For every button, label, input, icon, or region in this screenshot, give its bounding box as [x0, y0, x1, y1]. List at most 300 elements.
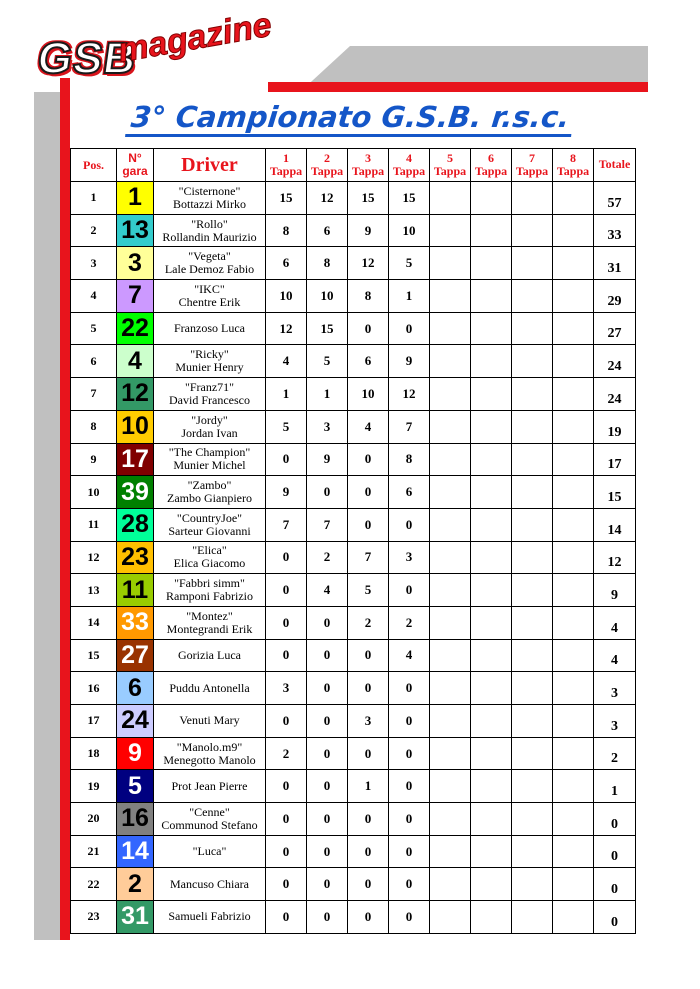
stage-label: Tappa — [433, 164, 467, 178]
cell-stage-1-points: 5 — [266, 410, 307, 443]
cell-stage-8-points — [553, 737, 594, 770]
driver-nickname: "Zambo" — [187, 478, 232, 493]
cell-driver — [154, 606, 266, 639]
cell-stage-2-points: 0 — [307, 737, 348, 770]
cell-position: 22 — [71, 868, 117, 901]
cell-stage-4-points: 0 — [389, 901, 430, 934]
driver-nickname: "Manolo.m9" — [176, 739, 243, 754]
cell-position: 20 — [71, 803, 117, 836]
cell-stage-3-points: 10 — [348, 378, 389, 411]
cell-stage-4-points: 3 — [389, 541, 430, 574]
cell-stage-6-points — [471, 639, 512, 672]
cell-stage-8-points — [553, 835, 594, 868]
cell-stage-8-points — [553, 541, 594, 574]
cell-race-number: 2 — [117, 868, 154, 901]
table-row — [71, 345, 636, 378]
cell-position: 1 — [71, 182, 117, 215]
driver-name: Munier Henry — [175, 360, 244, 375]
table-row — [71, 182, 636, 215]
cell-stage-3-points: 0 — [348, 672, 389, 705]
cell-stage-3-points: 0 — [348, 803, 389, 836]
cell-driver — [154, 835, 266, 868]
cell-total: 0 — [594, 901, 636, 934]
cell-stage-2-points: 0 — [307, 476, 348, 509]
cell-race-number: 4 — [117, 345, 154, 378]
cell-stage-7-points — [512, 476, 553, 509]
stage-label: Tappa — [474, 164, 508, 178]
cell-stage-6-points — [471, 280, 512, 313]
cell-stage-8-points — [553, 410, 594, 443]
driver-name: Samueli Fabrizio — [168, 909, 251, 924]
cell-stage-4-points: 12 — [389, 378, 430, 411]
cell-stage-5-points — [430, 606, 471, 639]
cell-stage-7-points — [512, 378, 553, 411]
cell-stage-3-points: 7 — [348, 541, 389, 574]
stage-label: Tappa — [269, 164, 303, 178]
cell-race-number: 23 — [117, 541, 154, 574]
header-stage-8 — [553, 149, 594, 182]
cell-stage-5-points — [430, 835, 471, 868]
cell-stage-7-points — [512, 901, 553, 934]
cell-race-number: 6 — [117, 672, 154, 705]
cell-stage-3-points: 2 — [348, 606, 389, 639]
table-row — [71, 901, 636, 934]
driver-name: Munier Michel — [173, 458, 246, 473]
gsb-magazine-logo — [30, 5, 330, 98]
cell-stage-6-points — [471, 312, 512, 345]
cell-stage-6-points — [471, 574, 512, 607]
cell-race-number: 12 — [117, 378, 154, 411]
cell-position: 10 — [71, 476, 117, 509]
cell-race-number: 39 — [117, 476, 154, 509]
cell-total: 17 — [594, 443, 636, 476]
table-row — [71, 476, 636, 509]
stage-number: 4 — [406, 151, 412, 165]
header-num-line2: gara — [122, 164, 148, 178]
cell-stage-4-points: 10 — [389, 214, 430, 247]
driver-name: Chentre Erik — [178, 294, 241, 309]
cell-driver — [154, 541, 266, 574]
table-row — [71, 378, 636, 411]
cell-stage-8-points — [553, 378, 594, 411]
cell-stage-6-points — [471, 901, 512, 934]
cell-stage-5-points — [430, 672, 471, 705]
cell-position: 6 — [71, 345, 117, 378]
header-row — [71, 149, 636, 182]
table-row — [71, 705, 636, 738]
cell-stage-2-points: 0 — [307, 803, 348, 836]
cell-total: 31 — [594, 247, 636, 280]
cell-stage-6-points — [471, 803, 512, 836]
cell-stage-3-points: 9 — [348, 214, 389, 247]
cell-race-number: 33 — [117, 606, 154, 639]
cell-stage-5-points — [430, 410, 471, 443]
cell-stage-4-points: 8 — [389, 443, 430, 476]
cell-stage-2-points: 8 — [307, 247, 348, 280]
cell-total: 29 — [594, 280, 636, 313]
cell-total: 4 — [594, 639, 636, 672]
driver-name: Elica Giacomo — [173, 556, 246, 571]
driver-name: Zambo Gianpiero — [167, 491, 252, 506]
driver-name: Menegotto Manolo — [163, 752, 256, 767]
cell-stage-2-points: 0 — [307, 770, 348, 803]
driver-nickname: "Vegeta" — [188, 249, 231, 264]
cell-driver — [154, 737, 266, 770]
cell-stage-7-points — [512, 508, 553, 541]
cell-driver — [154, 345, 266, 378]
cell-total: 24 — [594, 345, 636, 378]
cell-stage-3-points: 0 — [348, 737, 389, 770]
driver-name: Ramponi Fabrizio — [166, 589, 253, 604]
cell-stage-6-points — [471, 705, 512, 738]
cell-stage-3-points: 0 — [348, 312, 389, 345]
cell-stage-1-points: 0 — [266, 901, 307, 934]
driver-nickname: "Fabbri simm" — [174, 576, 245, 591]
table-row — [71, 835, 636, 868]
driver-name: Rollandin Maurizio — [162, 229, 257, 244]
cell-position: 7 — [71, 378, 117, 411]
cell-stage-4-points: 0 — [389, 574, 430, 607]
cell-stage-7-points — [512, 639, 553, 672]
cell-stage-2-points: 5 — [307, 345, 348, 378]
cell-total: 3 — [594, 672, 636, 705]
cell-stage-6-points — [471, 247, 512, 280]
cell-stage-1-points: 12 — [266, 312, 307, 345]
cell-race-number: 3 — [117, 247, 154, 280]
cell-stage-7-points — [512, 770, 553, 803]
cell-position: 18 — [71, 737, 117, 770]
cell-stage-1-points: 15 — [266, 182, 307, 215]
driver-name: "Luca" — [192, 844, 227, 859]
cell-stage-6-points — [471, 508, 512, 541]
cell-stage-1-points: 1 — [266, 378, 307, 411]
cell-stage-7-points — [512, 672, 553, 705]
cell-race-number: 11 — [117, 574, 154, 607]
driver-name: Communod Stefano — [161, 817, 258, 832]
cell-position: 16 — [71, 672, 117, 705]
page-title — [0, 100, 700, 137]
cell-race-number: 9 — [117, 737, 154, 770]
cell-race-number: 24 — [117, 705, 154, 738]
table-row — [71, 737, 636, 770]
cell-position: 15 — [71, 639, 117, 672]
driver-nickname: "Ricky" — [190, 347, 229, 362]
cell-stage-1-points: 8 — [266, 214, 307, 247]
table-row — [71, 541, 636, 574]
cell-stage-8-points — [553, 312, 594, 345]
cell-stage-2-points: 0 — [307, 868, 348, 901]
cell-stage-4-points: 0 — [389, 672, 430, 705]
cell-stage-7-points — [512, 705, 553, 738]
cell-position: 17 — [71, 705, 117, 738]
stage-label: Tappa — [392, 164, 426, 178]
cell-stage-5-points — [430, 868, 471, 901]
cell-race-number: 10 — [117, 410, 154, 443]
cell-stage-1-points: 0 — [266, 639, 307, 672]
cell-stage-8-points — [553, 182, 594, 215]
cell-stage-2-points: 6 — [307, 214, 348, 247]
cell-driver — [154, 868, 266, 901]
header-total: Totale — [594, 149, 636, 182]
driver-name: Montegrandi Erik — [166, 621, 253, 636]
cell-position: 4 — [71, 280, 117, 313]
cell-stage-8-points — [553, 705, 594, 738]
cell-stage-2-points: 7 — [307, 508, 348, 541]
cell-position: 2 — [71, 214, 117, 247]
table-row — [71, 247, 636, 280]
cell-race-number: 31 — [117, 901, 154, 934]
cell-stage-6-points — [471, 345, 512, 378]
stage-label: Tappa — [351, 164, 385, 178]
cell-stage-8-points — [553, 476, 594, 509]
cell-stage-6-points — [471, 443, 512, 476]
cell-stage-6-points — [471, 606, 512, 639]
cell-total: 9 — [594, 574, 636, 607]
cell-stage-7-points — [512, 214, 553, 247]
cell-stage-5-points — [430, 345, 471, 378]
driver-name: Bottazzi Mirko — [173, 196, 246, 211]
cell-stage-2-points: 0 — [307, 705, 348, 738]
cell-stage-4-points: 15 — [389, 182, 430, 215]
table-row — [71, 770, 636, 803]
cell-stage-4-points: 0 — [389, 312, 430, 345]
cell-stage-6-points — [471, 868, 512, 901]
cell-stage-5-points — [430, 182, 471, 215]
cell-stage-1-points: 0 — [266, 835, 307, 868]
cell-position: 9 — [71, 443, 117, 476]
driver-nickname: "CountryJoe" — [176, 510, 243, 525]
cell-race-number: 17 — [117, 443, 154, 476]
cell-total: 3 — [594, 705, 636, 738]
cell-stage-8-points — [553, 639, 594, 672]
cell-driver — [154, 508, 266, 541]
cell-total: 0 — [594, 803, 636, 836]
cell-stage-2-points: 4 — [307, 574, 348, 607]
cell-stage-4-points: 0 — [389, 835, 430, 868]
cell-stage-4-points: 9 — [389, 345, 430, 378]
cell-position: 8 — [71, 410, 117, 443]
cell-driver — [154, 443, 266, 476]
driver-name: Gorizia Luca — [178, 647, 241, 662]
cell-race-number: 27 — [117, 639, 154, 672]
cell-stage-4-points: 0 — [389, 868, 430, 901]
driver-name: Venuti Mary — [179, 713, 240, 728]
cell-stage-3-points: 0 — [348, 476, 389, 509]
cell-stage-2-points: 9 — [307, 443, 348, 476]
cell-position: 11 — [71, 508, 117, 541]
cell-stage-7-points — [512, 345, 553, 378]
driver-name: Prot Jean Pierre — [171, 778, 248, 793]
cell-total: 19 — [594, 410, 636, 443]
cell-total: 0 — [594, 835, 636, 868]
cell-stage-3-points: 0 — [348, 901, 389, 934]
cell-total: 1 — [594, 770, 636, 803]
table-row — [71, 443, 636, 476]
cell-stage-8-points — [553, 508, 594, 541]
table-row — [71, 606, 636, 639]
standings-body — [71, 182, 636, 934]
cell-driver — [154, 672, 266, 705]
page-title-text: 3° Campionato G.S.B. r.s.c. — [125, 100, 575, 137]
cell-stage-2-points: 3 — [307, 410, 348, 443]
cell-stage-5-points — [430, 476, 471, 509]
cell-driver — [154, 770, 266, 803]
cell-stage-7-points — [512, 312, 553, 345]
cell-stage-2-points: 2 — [307, 541, 348, 574]
cell-race-number: 16 — [117, 803, 154, 836]
cell-stage-2-points: 0 — [307, 901, 348, 934]
cell-stage-3-points: 8 — [348, 280, 389, 313]
driver-name: Mancuso Chiara — [170, 876, 249, 891]
driver-nickname: "Cenne" — [189, 804, 230, 819]
cell-stage-4-points: 2 — [389, 606, 430, 639]
cell-stage-4-points: 0 — [389, 508, 430, 541]
header-driver: Driver — [154, 149, 266, 182]
cell-stage-6-points — [471, 770, 512, 803]
cell-stage-1-points: 0 — [266, 443, 307, 476]
cell-driver — [154, 247, 266, 280]
driver-name: Franzoso Luca — [174, 321, 245, 336]
cell-race-number: 28 — [117, 508, 154, 541]
cell-stage-7-points — [512, 541, 553, 574]
cell-position: 14 — [71, 606, 117, 639]
driver-name: Jordan Ivan — [181, 425, 238, 440]
cell-stage-2-points: 1 — [307, 378, 348, 411]
cell-stage-6-points — [471, 737, 512, 770]
cell-stage-7-points — [512, 182, 553, 215]
cell-position: 12 — [71, 541, 117, 574]
driver-nickname: "IKC" — [194, 281, 225, 296]
cell-stage-3-points: 0 — [348, 835, 389, 868]
cell-driver — [154, 182, 266, 215]
cell-stage-3-points: 0 — [348, 443, 389, 476]
header-num — [117, 149, 154, 182]
cell-stage-7-points — [512, 868, 553, 901]
cell-stage-7-points — [512, 606, 553, 639]
table-row — [71, 280, 636, 313]
cell-stage-4-points: 0 — [389, 803, 430, 836]
cell-driver — [154, 639, 266, 672]
cell-total: 2 — [594, 737, 636, 770]
cell-position: 21 — [71, 835, 117, 868]
cell-total: 0 — [594, 868, 636, 901]
header-stage-2 — [307, 149, 348, 182]
stage-label: Tappa — [515, 164, 549, 178]
cell-stage-8-points — [553, 574, 594, 607]
cell-stage-3-points: 1 — [348, 770, 389, 803]
cell-stage-3-points: 4 — [348, 410, 389, 443]
cell-stage-4-points: 4 — [389, 639, 430, 672]
stage-number: 2 — [324, 151, 330, 165]
driver-name: Sarteur Giovanni — [168, 523, 251, 538]
cell-driver — [154, 476, 266, 509]
cell-stage-4-points: 0 — [389, 770, 430, 803]
cell-stage-4-points: 5 — [389, 247, 430, 280]
stage-number: 1 — [283, 151, 289, 165]
cell-stage-2-points: 0 — [307, 606, 348, 639]
logo-magazine-text: magazine — [115, 5, 275, 71]
cell-stage-1-points: 3 — [266, 672, 307, 705]
cell-stage-7-points — [512, 803, 553, 836]
cell-stage-1-points: 7 — [266, 508, 307, 541]
cell-stage-2-points: 10 — [307, 280, 348, 313]
cell-stage-2-points: 0 — [307, 835, 348, 868]
cell-stage-1-points: 0 — [266, 705, 307, 738]
cell-stage-4-points: 0 — [389, 737, 430, 770]
cell-total: 12 — [594, 541, 636, 574]
cell-stage-8-points — [553, 345, 594, 378]
cell-stage-1-points: 0 — [266, 574, 307, 607]
cell-total: 57 — [594, 182, 636, 215]
stage-number: 7 — [529, 151, 535, 165]
cell-stage-3-points: 3 — [348, 705, 389, 738]
cell-stage-7-points — [512, 737, 553, 770]
cell-stage-5-points — [430, 574, 471, 607]
cell-stage-3-points: 15 — [348, 182, 389, 215]
cell-stage-5-points — [430, 541, 471, 574]
header-stage-4 — [389, 149, 430, 182]
cell-stage-5-points — [430, 639, 471, 672]
cell-stage-4-points: 7 — [389, 410, 430, 443]
cell-stage-6-points — [471, 541, 512, 574]
table-row — [71, 868, 636, 901]
cell-driver — [154, 901, 266, 934]
driver-nickname: "Rollo" — [191, 216, 228, 231]
cell-stage-5-points — [430, 901, 471, 934]
cell-stage-5-points — [430, 770, 471, 803]
red-vertical-stripe — [60, 78, 70, 940]
cell-total: 27 — [594, 312, 636, 345]
cell-stage-8-points — [553, 280, 594, 313]
cell-stage-3-points: 0 — [348, 508, 389, 541]
stage-number: 6 — [488, 151, 494, 165]
cell-stage-4-points: 6 — [389, 476, 430, 509]
cell-stage-1-points: 0 — [266, 803, 307, 836]
cell-stage-5-points — [430, 803, 471, 836]
cell-stage-1-points: 9 — [266, 476, 307, 509]
cell-stage-6-points — [471, 835, 512, 868]
stage-number: 3 — [365, 151, 371, 165]
driver-name: Lale Demoz Fabio — [164, 262, 255, 277]
cell-stage-5-points — [430, 247, 471, 280]
cell-stage-3-points: 0 — [348, 868, 389, 901]
cell-position: 13 — [71, 574, 117, 607]
cell-stage-3-points: 0 — [348, 639, 389, 672]
table-row — [71, 410, 636, 443]
cell-stage-7-points — [512, 280, 553, 313]
table-row — [71, 574, 636, 607]
cell-stage-2-points: 0 — [307, 639, 348, 672]
cell-stage-5-points — [430, 312, 471, 345]
driver-nickname: "Jordy" — [191, 412, 228, 427]
cell-stage-8-points — [553, 770, 594, 803]
stage-number: 8 — [570, 151, 576, 165]
cell-total: 24 — [594, 378, 636, 411]
cell-stage-1-points: 0 — [266, 606, 307, 639]
table-row — [71, 639, 636, 672]
driver-nickname: "Elica" — [192, 543, 227, 558]
cell-stage-5-points — [430, 737, 471, 770]
cell-stage-1-points: 6 — [266, 247, 307, 280]
cell-stage-1-points: 0 — [266, 868, 307, 901]
cell-stage-1-points: 10 — [266, 280, 307, 313]
header-num-line1: N° — [128, 151, 142, 165]
cell-stage-8-points — [553, 247, 594, 280]
header-pos: Pos. — [71, 149, 117, 182]
cell-total: 33 — [594, 214, 636, 247]
driver-nickname: "Cisternone" — [178, 183, 241, 198]
header-stage-3 — [348, 149, 389, 182]
